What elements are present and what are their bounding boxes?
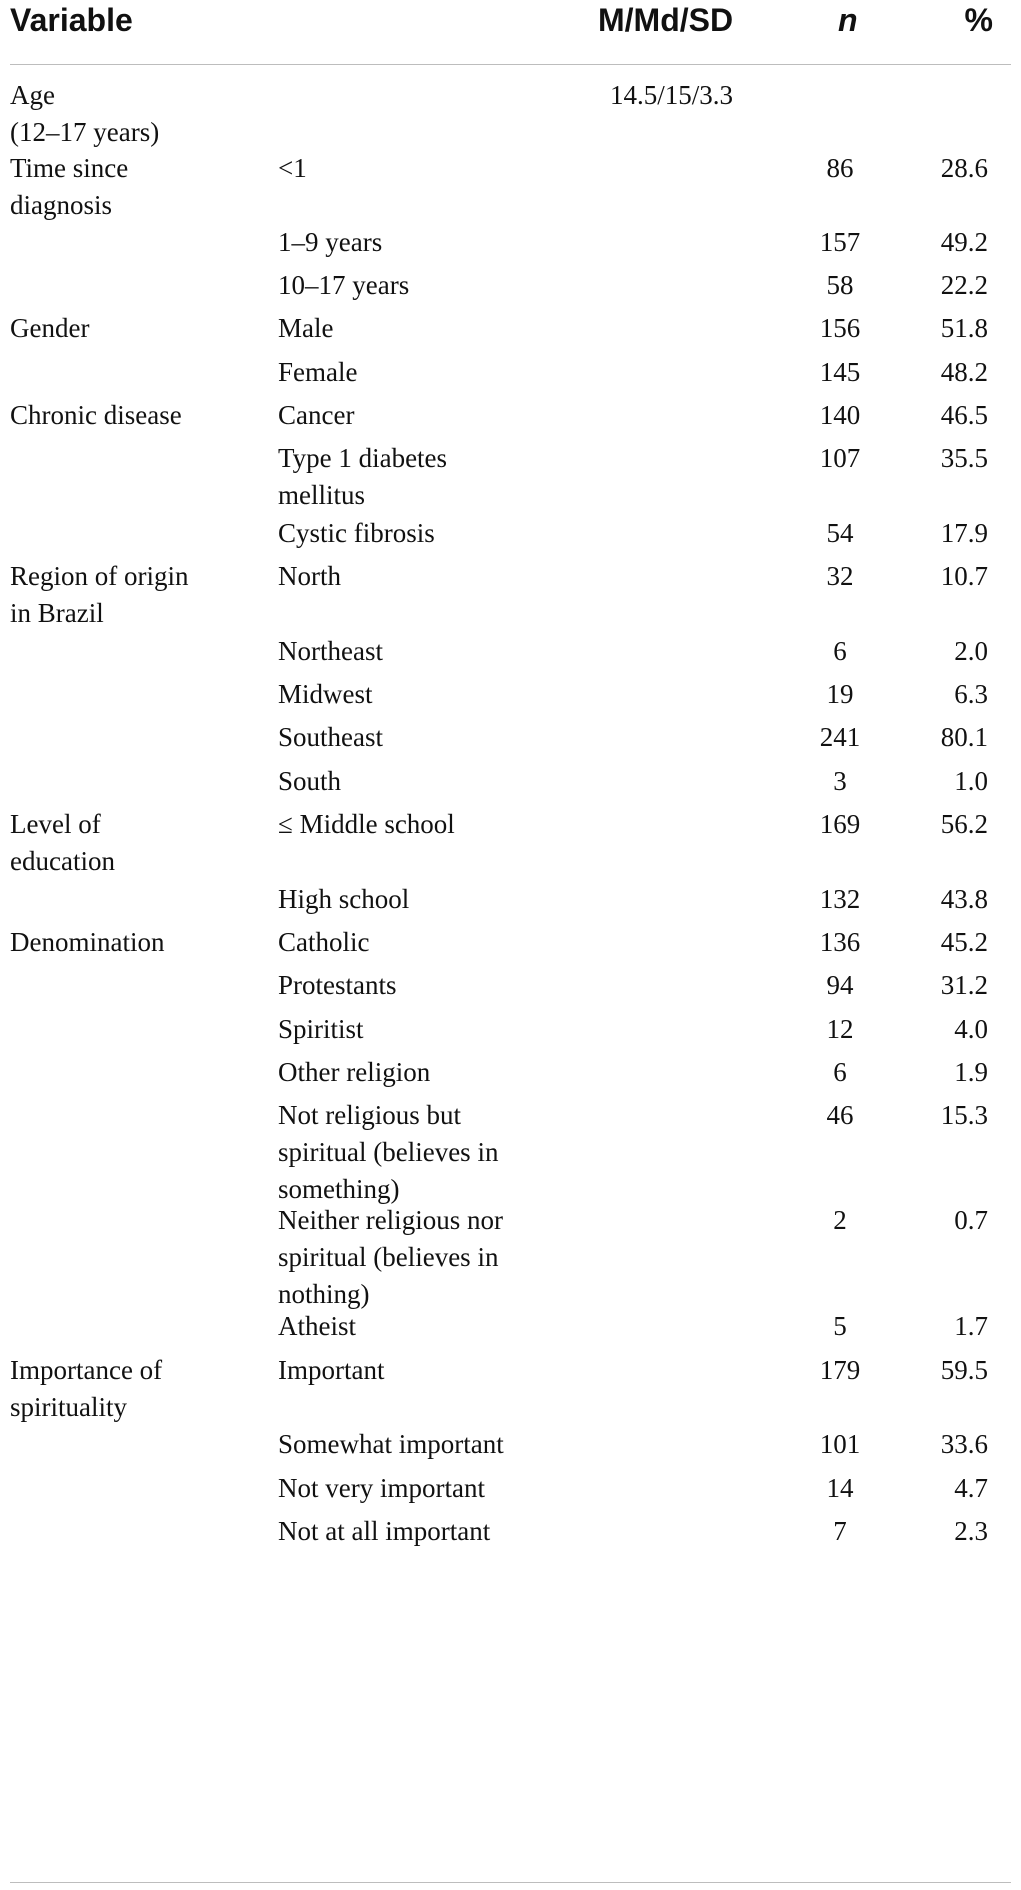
row-variable: Age (12–17 years): [10, 80, 160, 147]
row-n: 58: [826, 270, 854, 300]
row-category: Not religious but spiritual (believes in something): [278, 1100, 499, 1204]
row-category: Southeast: [278, 722, 383, 752]
row-n: 6: [833, 636, 847, 666]
row-category: Not very important: [278, 1473, 485, 1503]
row-category: 1–9 years: [278, 227, 383, 257]
row-n: 46: [826, 1100, 854, 1130]
row-category: Somewhat important: [278, 1429, 504, 1459]
row-category: 10–17 years: [278, 270, 410, 300]
row-percent: 22.2: [940, 270, 988, 300]
row-category: Midwest: [278, 679, 373, 709]
row-percent: 48.2: [940, 357, 988, 387]
row-category: Neither religious nor spiritual (believes in nothing): [278, 1205, 503, 1309]
row-variable: Time since diagnosis: [10, 153, 129, 220]
row-percent: 15.3: [940, 1100, 988, 1130]
row-n: 7: [833, 1516, 847, 1546]
row-category: Important: [278, 1355, 385, 1385]
row-n: 3: [833, 766, 847, 796]
row-n: 86: [826, 153, 854, 183]
row-percent: 31.2: [940, 970, 988, 1000]
row-percent: 49.2: [940, 227, 988, 257]
row-percent: 28.6: [940, 153, 988, 183]
row-n: 54: [826, 518, 854, 548]
row-category: <1: [278, 153, 307, 183]
row-variable: Region of origin in Brazil: [10, 561, 189, 628]
header-variable: Variable: [10, 2, 133, 38]
row-percent: 59.5: [940, 1355, 988, 1385]
row-n: 94: [826, 970, 854, 1000]
row-percent: 56.2: [940, 809, 988, 839]
row-percent: 1.9: [954, 1057, 988, 1087]
row-n: 179: [819, 1355, 861, 1385]
row-percent: 2.0: [954, 636, 988, 666]
row-percent: 51.8: [940, 313, 988, 343]
row-percent: 80.1: [940, 722, 988, 752]
row-n: 145: [819, 357, 861, 387]
row-n: 156: [819, 313, 861, 343]
row-percent: 46.5: [940, 400, 988, 430]
row-variable: Importance of spirituality: [10, 1355, 163, 1422]
row-variable: Chronic disease: [10, 400, 182, 430]
row-percent: 0.7: [954, 1205, 988, 1235]
row-percent: 4.0: [954, 1014, 988, 1044]
row-category: Other religion: [278, 1057, 431, 1087]
table-header: [0, 0, 1021, 64]
row-category: Cancer: [278, 400, 355, 430]
row-category: Not at all important: [278, 1516, 491, 1546]
row-category: South: [278, 766, 342, 796]
row-percent: 6.3: [954, 679, 988, 709]
row-n: 132: [819, 884, 861, 914]
row-n: 140: [819, 400, 861, 430]
row-percent: 4.7: [954, 1473, 988, 1503]
row-category: Cystic fibrosis: [278, 518, 435, 548]
row-percent: 35.5: [940, 443, 988, 473]
header-stat: M/Md/SD: [598, 2, 734, 38]
row-percent: 1.0: [954, 766, 988, 796]
row-variable: Gender: [10, 313, 90, 343]
header-divider: [10, 64, 1011, 65]
row-category: Female: [278, 357, 358, 387]
row-n: 5: [833, 1311, 847, 1341]
row-category: ≤ Middle school: [278, 809, 455, 839]
row-n: 19: [826, 679, 854, 709]
row-category: Type 1 diabetes mellitus: [278, 443, 448, 510]
row-n: 169: [819, 809, 861, 839]
row-n: 6: [833, 1057, 847, 1087]
row-n: 241: [819, 722, 861, 752]
row-category: Atheist: [278, 1311, 356, 1341]
row-n: 136: [819, 927, 861, 957]
header-n: n: [838, 2, 858, 38]
row-percent: 1.7: [954, 1311, 988, 1341]
row-category: North: [278, 561, 341, 591]
row-category: High school: [278, 884, 410, 914]
row-variable: Level of education: [10, 809, 115, 876]
row-percent: 43.8: [940, 884, 988, 914]
row-stat: 14.5/15/3.3: [610, 80, 734, 110]
row-percent: 10.7: [940, 561, 988, 591]
row-category: Northeast: [278, 636, 383, 666]
row-n: 12: [826, 1014, 854, 1044]
row-percent: 2.3: [954, 1516, 988, 1546]
header-percent: %: [964, 2, 993, 38]
row-n: 32: [826, 561, 854, 591]
table-bottom-rule: [10, 1882, 1011, 1883]
row-n: 14: [826, 1473, 854, 1503]
row-variable: Denomination: [10, 927, 165, 957]
row-category: Protestants: [278, 970, 397, 1000]
row-percent: 17.9: [940, 518, 988, 548]
row-category: Male: [278, 313, 334, 343]
row-n: 107: [819, 443, 861, 473]
row-category: Catholic: [278, 927, 370, 957]
row-n: 157: [819, 227, 861, 257]
row-percent: 45.2: [940, 927, 988, 957]
row-n: 101: [819, 1429, 861, 1459]
row-category: Spiritist: [278, 1014, 364, 1044]
row-percent: 33.6: [940, 1429, 988, 1459]
row-n: 2: [833, 1205, 847, 1235]
